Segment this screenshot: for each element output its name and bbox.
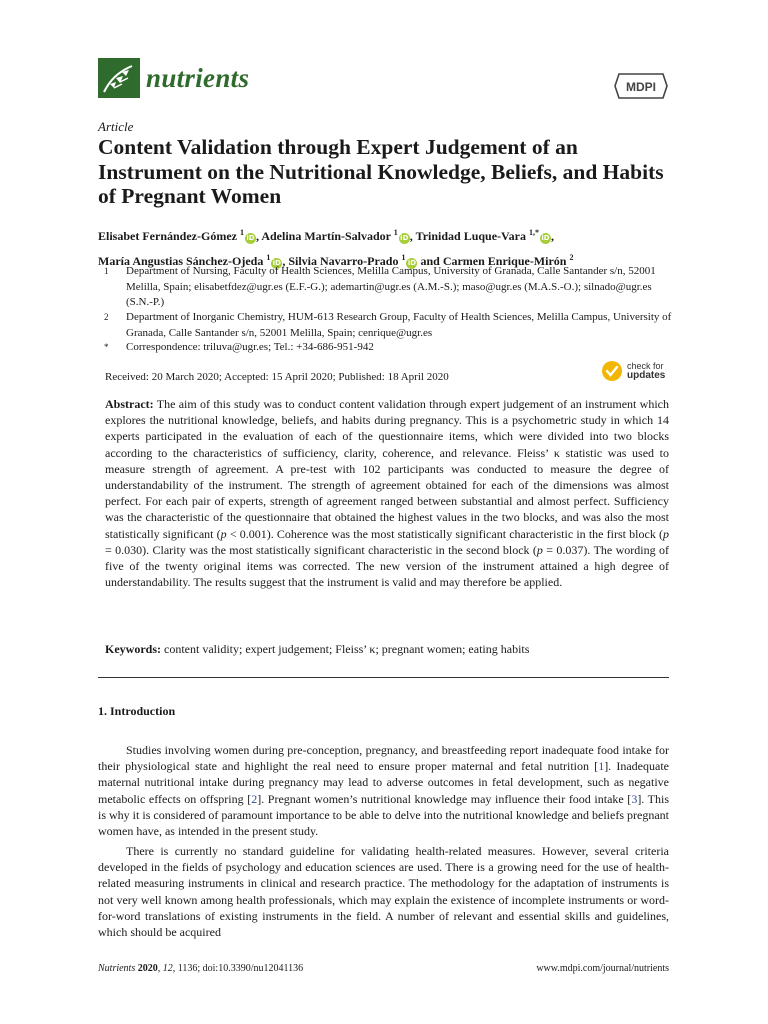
author-affiliation-mark: 2 <box>569 253 574 262</box>
publication-dates: Received: 20 March 2020; Accepted: 15 April 2020; Published: 18 April 2020 <box>105 371 449 383</box>
author-name[interactable]: Silvia Navarro-Prado <box>288 254 402 268</box>
orcid-icon[interactable]: iD <box>246 234 255 242</box>
author-affiliation-mark: 1 <box>239 228 244 237</box>
orcid-icon[interactable]: iD <box>400 234 409 242</box>
section-divider <box>98 677 669 678</box>
affiliation <box>98 340 673 356</box>
affiliation-text: Department of Inorganic Chemistry, HUM-613 Research Group, Faculty of Health Sciences, Melilla Campus, University of Granada, Calle Santander s/n, 52001 Melilla, Spain; cenrique@ugr.es <box>126 311 672 339</box>
author-separator: and <box>417 254 443 268</box>
abstract-label: Abstract: <box>105 397 154 411</box>
author-separator: , <box>282 254 289 268</box>
author-name[interactable]: Trinidad Luque-Vara <box>415 229 529 243</box>
affiliation-text: Department of Nursing, Faculty of Health Sciences, Melilla Campus, University of Granada, Calle Santander s/n, 52001 Melilla, Spain; elisabetfdez@ugr.es (E.F.-G.); ademartin@ugr.es (A.M.-S.); maso@ugr.es (M.A.S.-O.); silnado@ugr.es (S.N.-P.) <box>126 265 656 308</box>
check-for-updates-button[interactable] <box>601 360 665 382</box>
journal-url-link[interactable]: www.mdpi.com/journal/nutrients <box>536 963 669 974</box>
citation-link[interactable]: 2 <box>251 791 258 806</box>
author-affiliation-mark: 1,* <box>528 228 539 237</box>
affiliation <box>98 310 673 341</box>
paragraph-text: ]. Pregnant women’s nutritional knowledge may influence their food intake [ <box>257 791 632 806</box>
journal-logo[interactable] <box>98 58 249 98</box>
citation-link[interactable]: 3 <box>631 791 638 806</box>
paragraph-text: ]. Inadequate maternal nutritional intake during pregnancy may lead to adverse outcomes in fetal development, such as negative metabolic effects on offspring [ <box>98 759 669 806</box>
check-updates-icon <box>601 360 623 382</box>
author-name[interactable]: Carmen Enrique-Mirón <box>442 254 570 268</box>
affiliation-mark: * <box>104 342 109 352</box>
author-name[interactable]: Adelina Martín-Salvador <box>261 229 394 243</box>
author-separator: , <box>550 229 554 243</box>
body-paragraph: There is currently no standard guideline for validating health-related measures. However, several criteria developed in the fields of psychology and education sciences are used. There is a growing need for the use of health-related measuring instruments in clinical and research practice. The methodology for the adaptation of instruments is not very well known among health professionals, which may explain the existence of incomplete instruments or word-for-word translations of existing instruments in the field. A number of relevant and essential skills and guidelines, which should be acquired <box>98 844 669 940</box>
abstract: Abstract: The aim of this study was to conduct content validation through expert judgement of an instrument which explores the nutritional knowledge, beliefs, and habits during pregnancy. This is a psychometric study in which 14 experts participated in the evaluation of each of the questionnaire items, which were divided into two blocks according to the characteristics of sufficiency, clarity, coherence, and relevance. Fleiss’ κ statistic was used to measure strength of agreement. A pre-test with 102 participants was conducted to measure the degree of understandability of the instrument. The strength of agreement obtained for each of the dimensions was almost perfect. For each pair of experts, strength of agreement ranged between substantial and almost perfect. Sufficiency was the characteristic of the questionnaire that obtained the highest values in the two blocks, and was also the most statistically significant (p < 0.001). Coherence was the most statistically significant characteristic in the first block (p = 0.030). Clarity was the most statistically significant characteristic in the second block (p = 0.037). The wording of five of the twenty original items was corrected. The new version of the instrument attained a high degree of understandability. The results suggest that the instrument is valid and may therefore be applied. <box>105 397 669 590</box>
affiliation-mark: 1 <box>104 266 109 276</box>
keywords-text: content validity; expert judgement; Fleiss’ κ; pregnant women; eating habits <box>164 642 530 656</box>
body-paragraph <box>98 742 669 839</box>
affiliation-text: Correspondence: triluva@ugr.es; Tel.: +34-686-951-942 <box>126 341 374 353</box>
orcid-icon[interactable]: iD <box>541 234 550 242</box>
author-separator: , <box>409 229 416 243</box>
affiliation <box>98 264 673 311</box>
article-type: Article <box>98 119 134 134</box>
orcid-icon[interactable]: iD <box>407 259 417 267</box>
author-affiliation-mark: 1 <box>401 253 406 262</box>
paper-title: Content Validation through Expert Judgement of an Instrument on the Nutritional Knowledge, Beliefs, and Habits of Pregnant Women <box>98 135 664 208</box>
author-separator: , <box>255 229 262 243</box>
orcid-icon[interactable]: iD <box>272 259 281 267</box>
journal-emblem-icon <box>98 58 140 98</box>
paragraph-text: ]. This is why it is considered of paramount importance to be able to delve into the nutritional knowledge and beliefs pregnant women have, as intended in the present study. <box>98 791 670 839</box>
keywords-label: Keywords: <box>105 642 161 656</box>
author-name[interactable]: María Angustias Sánchez-Ojeda <box>98 254 267 268</box>
author-affiliation-mark: 1 <box>393 228 398 237</box>
citation-link[interactable]: 1 <box>598 759 605 774</box>
mdpi-logo[interactable] <box>613 70 669 102</box>
publisher-name: MDPI <box>626 80 656 94</box>
journal-name: nutrients <box>146 62 250 93</box>
author-affiliation-mark: 1 <box>266 253 271 262</box>
check-updates-label: check for <box>627 361 664 371</box>
keywords <box>105 642 669 657</box>
author-name[interactable]: Elisabet Fernández-Gómez <box>98 229 240 243</box>
section-heading-introduction: 1. Introduction <box>98 704 176 718</box>
updates-label: updates <box>627 370 666 381</box>
affiliation-mark: 2 <box>104 312 109 322</box>
paragraph-text: Studies involving women during pre-conception, pregnancy, and breastfeeding report inadequate food intake for their physiological state and highlight the real need to ensure proper maternal and fetal nutrition [ <box>98 743 669 774</box>
footer-citation: Nutrients 2020, 12, 1136; doi:10.3390/nu12041136 <box>98 963 304 974</box>
